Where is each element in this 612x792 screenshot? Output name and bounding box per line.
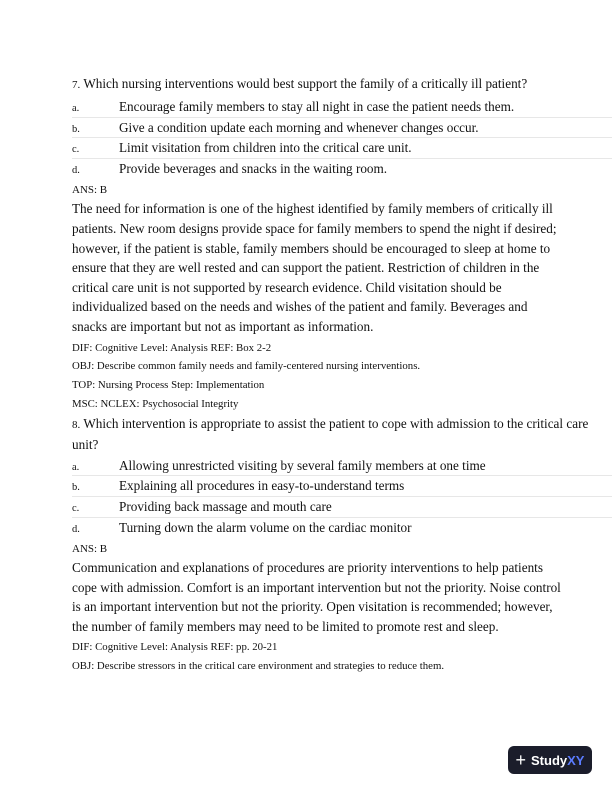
rationale: The need for information is one of the highest identified by family members of critically ill patients. New room designs provide space for family members to spend the night if desired; however, if the patient is stable, family members should be encouraged to sleep at home to ensure that they are well rested and can support the patient. Restriction of children in the critical care unit is not supported by research evidence. Child visitation should be individualized based on the needs and wishes of the patient and family. Beverages and snacks are important but not as important as information.	[72, 201, 557, 334]
question-8	[72, 414, 612, 676]
logo-text-prefix: Study	[531, 752, 568, 768]
option-c	[72, 497, 612, 518]
option-text: Provide beverages and snacks in the waiting room.	[119, 160, 388, 176]
rationale: Communication and explanations of procedures are priority interventions to help patients cope with admission. Comfort is an important intervention but not the priority. Noise control is an important intervention but not the priority. Open visitation is recommended; however, the number of family members may need to be limited to promote rest and sleep.	[72, 560, 561, 634]
document-page	[72, 74, 612, 676]
option-text: Encourage family members to stay all night in case the patient needs them.	[119, 99, 515, 114]
option-a	[72, 456, 612, 477]
question-number: 7.	[72, 79, 81, 91]
option-a	[72, 97, 612, 118]
plus-icon: +	[515, 750, 527, 770]
option-letter: c.	[72, 144, 80, 156]
option-b	[72, 476, 612, 497]
option-text: Give a condition update each morning and whenever changes occur.	[119, 119, 479, 135]
logo-text-accent: XY	[567, 752, 585, 768]
option-letter: a.	[72, 103, 80, 114]
question-number: 8.	[72, 418, 81, 431]
option-text: Providing back massage and mouth care	[119, 498, 332, 514]
option-d	[72, 518, 612, 539]
options-list	[72, 97, 612, 179]
options-list	[72, 456, 612, 538]
option-letter: b.	[72, 123, 80, 135]
option-text: Explaining all procedures in easy-to-understand terms	[119, 478, 405, 494]
meta-difficulty: DIF: Cognitive Level: Analysis REF: Box 2-2	[72, 341, 272, 354]
meta-difficulty: DIF: Cognitive Level: Analysis REF: pp. 20-21	[72, 641, 278, 654]
option-text: Limit visitation from children into the critical care unit.	[119, 140, 412, 156]
option-text: Turning down the alarm volume on the cardiac monitor	[119, 519, 412, 535]
answer-key: ANS: B	[72, 184, 108, 197]
question-text: Which nursing interventions would best support the family of a critically ill patient?	[83, 76, 528, 91]
option-letter: c.	[72, 502, 80, 514]
meta-topic: TOP: Nursing Process Step: Implementation	[72, 379, 265, 392]
studyxy-logo[interactable]	[508, 746, 592, 774]
question-text: Which intervention is appropriate to assist the patient to cope with admission to the critical care unit?	[72, 415, 589, 452]
option-letter: d.	[72, 523, 80, 535]
question-stem	[72, 414, 612, 454]
option-text: Allowing unrestricted visiting by several family members at one time	[119, 457, 486, 473]
option-c	[72, 138, 612, 159]
option-letter: a.	[72, 461, 80, 473]
answer-key: ANS: B	[72, 543, 108, 556]
meta-objective: OBJ: Describe common family needs and family-centered nursing interventions.	[72, 360, 421, 373]
question-7	[72, 74, 612, 414]
meta-msc: MSC: NCLEX: Psychosocial Integrity	[72, 397, 239, 410]
option-b	[72, 118, 612, 139]
option-d	[72, 159, 612, 180]
question-stem	[72, 74, 612, 95]
meta-objective: OBJ: Describe stressors in the critical care environment and strategies to reduce them.	[72, 660, 445, 673]
option-letter: d.	[72, 164, 80, 176]
option-letter: b.	[72, 482, 80, 494]
